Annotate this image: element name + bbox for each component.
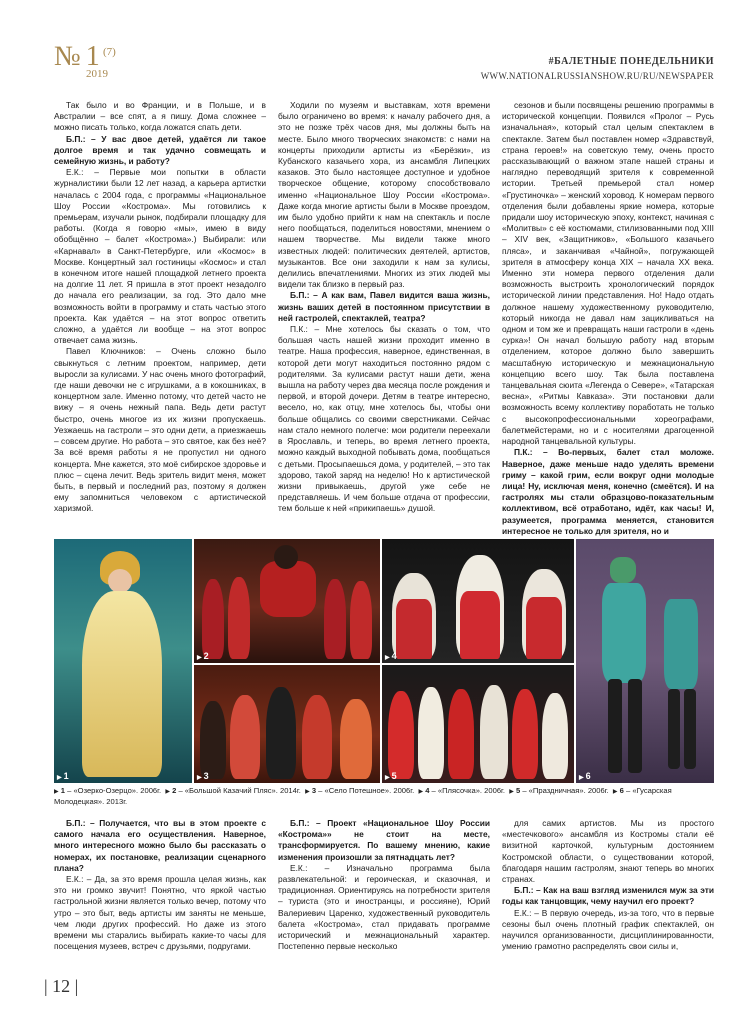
- paragraph: Ходили по музеям и выставкам, хотя времени было ограничено во время: к началу рабочего дня, а это не позже трёх часов дня, мы должны быть на месте. Было много творческих знакомств: с нами на концерты приходили артисты из «Берёзки», из Кубанского казачьего хора, из ансамбля Липецких казаков. Это было настоящее доступное и удобное творческое общение, которому способствовало именно «Национальное Шоу России «Кострома». Даже когда многие артисты были в Москве проездом, им было удобно прийти к нам на спектакль и после него пообщаться, поделиться новостями, мнением о нашем творчестве. Мы видели также много известных людей: политических деятелей, артистов, музыкантов. Все они заходили к нам за кулисы, делились впечатлениями. Многих из этих людей мы видели так близко в первый раз.: [278, 100, 490, 290]
- photo-number: ▶ 2: [197, 651, 209, 661]
- issue-number: № 1: [54, 41, 99, 72]
- paragraph: Так было и во Франции, и в Польше, и в Австралии – все спят, а я пишу. Дома сложнее – можно писать только, когда ложатся спать дети.: [54, 100, 266, 133]
- photo-gallery: [54, 539, 714, 783]
- newspaper-brand: #БАЛЕТНЫЕ ПОНЕДЕЛЬНИКИ: [548, 56, 714, 67]
- text-column-2: [278, 100, 490, 528]
- question: Б.П.: – Получается, что вы в этом проекте с самого начала его осуществления. Наверное, много интересного можно было бы рассказать о номерах, их постановке, реализации сценарного плана?: [54, 818, 266, 873]
- paragraph: Е.К.: – Да, за это время прошла целая жизнь, как это ни громко звучит! Понятно, что яркой частью гастрольной жизни является только вечер, потому что утро – это быт, ведь артисты им заняты не меньше, чем люди других профессий. Но даже из этого времени мы старались выбирать какие-то часы для посещения музеев, встреч с друзьями, подругами.: [54, 874, 266, 952]
- paragraph: Е.К.: – Первые мои попытки в области журналистики были 12 лет назад, а карьера артистки началась с 2004 года, с программы «Национальное Шоу России «Кострома». Мы готовились к премьерам, изучали рынок, подбирали площадку для работы. (Когда я говорю «мы», имею в виду обобщённо – балет «Кострома».) Выбирали: или «Карнавал» в Санкт-Петербурге, или «Космос» в Москве. Концертный зал гостиницы «Космос» и стал в конечном итоге нашей площадкой летнего проекта на долгие 11 лет. Я пришла в этот проект незадолго до начала его реализации, за год. Это дало мне возможность войти в программу и стать частью этого проекта. Как удаётся – на этот вопрос ответить сложно, а удаётся ли вообще – на этот вопрос отвечает сама жизнь.: [54, 167, 266, 346]
- page-number: | 12 |: [44, 976, 79, 996]
- question: Б.П.: – А как вам, Павел видится ваша жизнь, жизнь ваших детей в постоянном присутствии в ней гастролей, спектаклей, театра?: [278, 290, 490, 323]
- caption-text: «Село Потешное». 2006г.: [324, 786, 415, 795]
- paragraph: Е.К.: – Изначально программа была развлекательной: и героическая, и сказочная, и традиционная. Ориентируясь на потребности зрителя – туриста (это и иностранцы, и россияне), Юрий Валериевич Царенко, художественный руководитель балета «Кострома», стал придавать программе исторический и межнациональный характер. Постепенно первые несколько: [278, 862, 490, 952]
- paragraph: для самих артистов. Мы из простого «местечкового» ансамбля из Костромы стали её визитной карточкой, культурным достоянием Костромской области, о существовании которой, благодаря нашим гастролям, знают теперь во многих странах.: [502, 818, 714, 885]
- caption-number: 5: [515, 786, 521, 795]
- caption-number: 3: [311, 786, 317, 795]
- article-top-columns: [54, 100, 714, 536]
- caption-text: «Гусарская Молодецкая». 2013г.: [54, 786, 672, 806]
- text-column-3: [502, 100, 714, 536]
- photo-5: [382, 665, 574, 783]
- question: Б.П.: – Проект «Национальное Шоу России «Кострома»» не стоит на месте, трансформируется. По вашему мнению, какие изменения произошли за пятнадцать лет?: [278, 818, 490, 862]
- paragraph: сезонов и были посвящены решению программы в исторической концепции. Появился «Пролог – Русь изначальная», который стал целым спектаклем в спектакле. Затем был поставлен номер «Здравствуй, страна героев!» на советскую тему, очень просто рассказывающий о важном этапе нашей страны и наглядно переводящий зрителя к современной истории. Третьей премьерой стал номер «Грустиночка» – женский хоровод. К номерам первого отделения были добавлены яркие номера, которые придали шоу историческую эпоху, контекст, начиная с «Молитвы» с её костюмами, стилизованными под XIII – XIV век, «Защитников», «Большого казачьего пляса», и заканчивая «Чайной», погружающей зрителя в атмосферу конца XIX – начала XX века. Именно эти номера первого отделения дали возможность выстроить хронологический порядок исторической линии представления. Но! Надо отдать должное нашему художественному руководителю, который никогда не давал нам зацикливаться на одном и том же и превращать наши гастроли в «день сурка»! Он начал большую работу над вторым отделением, которое должно было завершить масштабную историческую и межнациональную концепцию всего шоу. Так была поставлена танцевальная сюита «Легенда о Севере», «Татарская весна», «Ритмы Кавказа». Эти постановки дали возможность всему коллективу поработать не только с высокопрофессиональными хореографами, балетмейстерами, но и с носителями драгоценной народной танцевальной культуры.: [502, 100, 714, 447]
- photo-number: ▶ 4: [385, 651, 397, 661]
- photo-6: [576, 539, 714, 783]
- caption-number: 6: [619, 786, 624, 795]
- question: Б.П.: – У вас двое детей, удаётся ли такое долгое время и так удачно совмещать и семейную жизнь, и работу?: [54, 133, 266, 167]
- photo-2: [194, 539, 380, 663]
- question: Б.П.: – Как на ваш взгляд изменился муж за эти годы как танцовщик, чему научил его проект?: [502, 885, 714, 907]
- paragraph: П.К.: – Во-первых, балет стал моложе. Наверное, даже меньше надо уделять времени гриму – какой грим, если вокруг одни молодые лица! Ну, исключая меня, конечно (смеётся). И на гастролях мы стали образцово-показательным коллективом, всё отработано, идёт, как часы! И, разумеется, программа меняется, становится интересное не только для зрителя, но и: [502, 447, 714, 536]
- photo-number: ▶ 5: [385, 771, 397, 781]
- photo-number: ▶ 3: [197, 771, 209, 781]
- article-bottom-columns: [54, 818, 714, 968]
- text-column-6: [502, 818, 714, 968]
- paragraph: Павел Ключников: – Очень сложно было свыкнуться с летним проектом, например, дети выросли за кулисами. У нас очень много фотографий, где наши девочки не с игрушками, а в кокошниках, в концертном зале. Именно потому, что детей часто не вижу – я очень нежный папа. Ведь дети растут быстро, очень многое из их жизни пропускаешь. Уезжаешь на гастроли – это одни дети, а приезжаешь – совсем другие. Но работа – это святое, как без неё? За всё время работы я не пропустил ни одного концерта. Мне кажется, это моё сибирское здоровье и плюс – сцена лечит. Ведь зритель видит меня, может быть, в первый и последний раз, поэтому я должен ему запомниться человеком с артистической харизмой.: [54, 346, 266, 514]
- photo-1: [54, 539, 192, 783]
- caption-text: «Озерко-Озерцо». 2006г.: [73, 786, 162, 795]
- text-column-4: [54, 818, 266, 968]
- photo-number: ▶ 1: [57, 771, 69, 781]
- caption-text: «Праздничная». 2006г.: [528, 786, 609, 795]
- photo-4: [382, 539, 574, 663]
- caption-number: 4: [425, 786, 430, 795]
- caption-number: 1: [60, 786, 65, 795]
- text-column-5: [278, 818, 490, 968]
- issue-year: 2019: [86, 68, 108, 80]
- caption-number: 2: [172, 786, 177, 795]
- text-column-1: [54, 100, 266, 528]
- issue-sub-number: (7): [103, 46, 116, 58]
- photo-number: ▶ 6: [579, 771, 591, 781]
- caption-text: «Большой Казачий Пляс». 2014г.: [184, 786, 301, 795]
- caption-text: «Плясочка». 2006г.: [437, 786, 505, 795]
- paragraph: Е.К.: – В первую очередь, из-за того, что в первые сезоны был очень плотный график спектаклей, он научился организованности, дисциплинированности, умению грамотно распределять свои силы и,: [502, 907, 714, 952]
- paragraph: П.К.: – Мне хотелось бы сказать о том, что большая часть нашей жизни проходит именно в театре. Наша профессия, наверное, единственная, в которой дети могут находиться постоянно рядом с родителями. За кулисами растут наши дети, жена вышла на работу через два месяца после рождения и первой, и второй дочери. Детям в театре интересно, весело, но, как отцу, мне хотелось бы, чтобы они больше общались со своими сверстниками. Сейчас нам стало немного полегче: мои родители переехали в Ярославль, и теперь, во время летнего проекта, можно каждый выходной побывать дома, пообщаться с детьми. Просыпаешься дома, у родителей, – это так здорово, такой заряд на неделю! Но к артистической жизни привыкаешь, другой уже себе не представляешь. И чем больше отдача от профессии, тем больше к ней «прикипаешь» душой.: [278, 324, 490, 514]
- website-link[interactable]: WWW.NATIONALRUSSIANSHOW.RU/RU/NEWSPAPER: [480, 71, 714, 81]
- photo-3: [194, 665, 380, 783]
- photo-caption: ▶ 1 – «Озерко-Озерцо». 2006г. ▶ 2 – «Большой Казачий Пляс». 2014г. ▶ 3 – «Село Потешное». 2006г. ▶ 4 – «Плясочка». 2006г. ▶ 5 – «Праздничная». 2006г. ▶ 6 – «Гусарская Молодецкая». 2013г.: [54, 786, 672, 806]
- page-header: [54, 42, 714, 80]
